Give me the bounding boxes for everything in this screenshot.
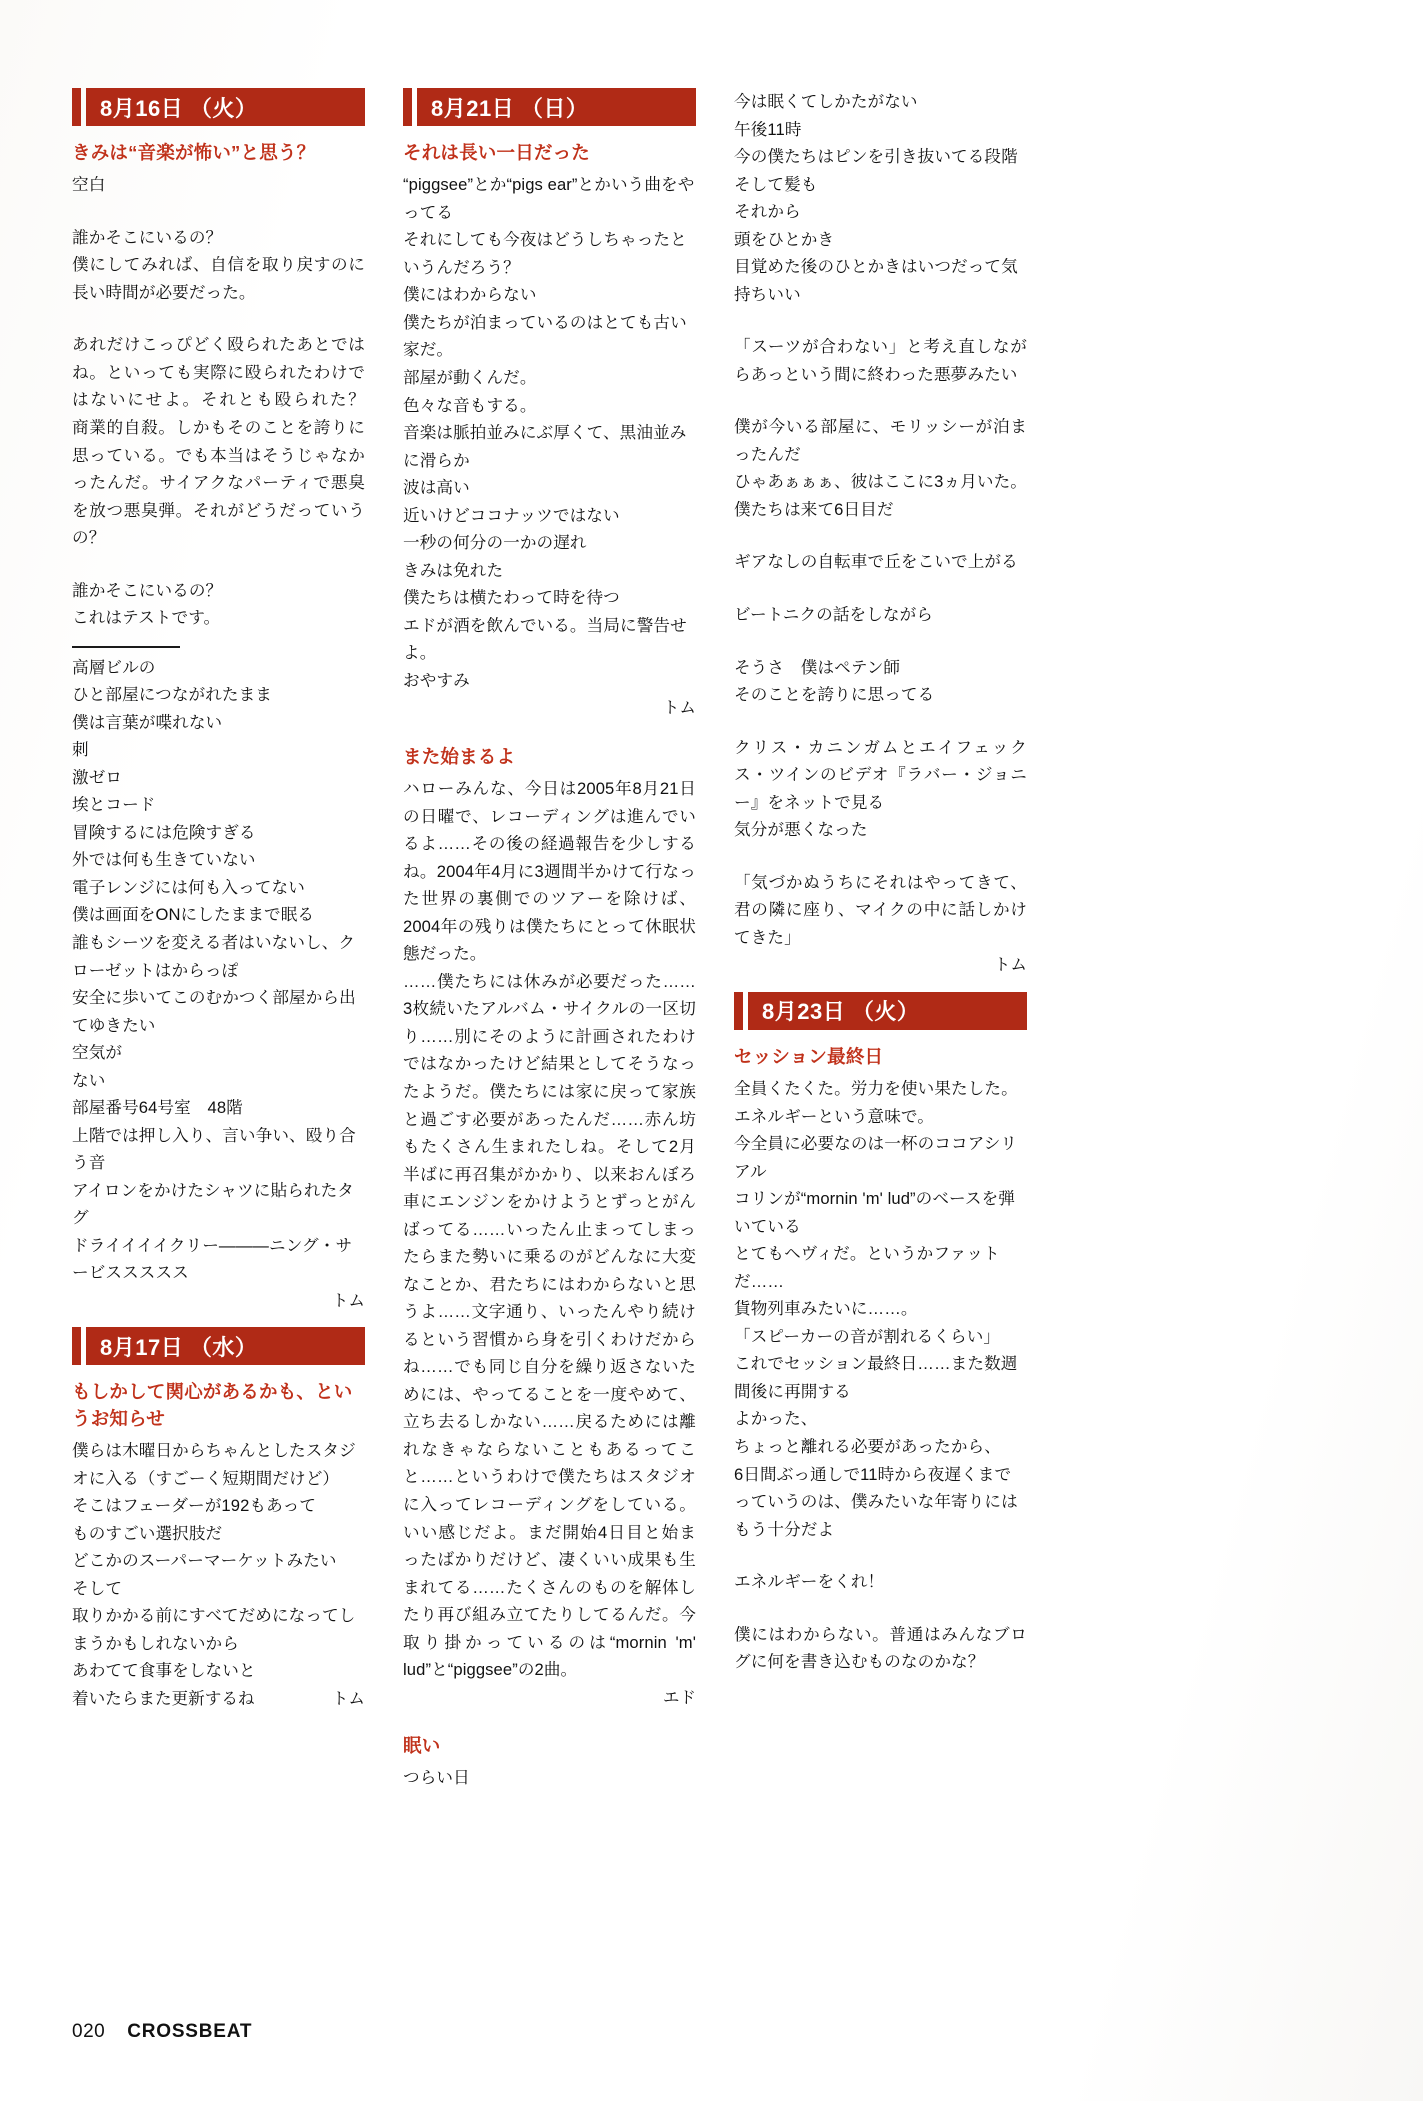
column-2: [403, 88, 696, 1792]
spacer: [734, 979, 1027, 992]
diary-entry-aug23: [734, 992, 1027, 1676]
diary-entry-aug16: [72, 88, 382, 1314]
date-label: 8月16日 （火）: [86, 88, 365, 126]
column-1: [72, 88, 382, 1712]
entry-paragraph: 僕にはわからない。普通はみんなブログに何を書き込むものなのかな？: [734, 1624, 1027, 1672]
diary-entry-nemui: [403, 1733, 696, 1792]
column-3: [734, 88, 1027, 1676]
entry-signature: トム: [662, 698, 696, 718]
entry-verse: 高層ビルの ひと部屋につながれたまま 僕は言葉が喋れない 刺 激ゼロ 埃とコード 冒険するには危険すぎる 外では何も生きていない 電子レンジには何も入ってない 僕は画面をONにしたままで眠る 誰もシーツを変える者はいないし、クローゼットはからっぽ 安全に歩いてこのむかつく部屋から出てゆきたい 空気が ない 部屋番号64号室 48階 上階では押し入り、言い争い、殴り合う音 アイロンをかけたシャツに貼られたタグ ドライイイイクリー―――ニング・サービススススス: [72, 657, 356, 1283]
entry-paragraph: ハローみんな、今日は2005年8月21日の日曜で、レコーディングは進んでいるよ……その後の経過報告を少しするね。2004年4月に3週間半かけて行なった世界の裏側でのツアーを除けば、2004年の残りは僕たちにとって休眠状態だった。: [403, 779, 696, 964]
entry-paragraph: 誰かそこにいるの？ 僕にしてみれば、自信を取り戻すのに長い時間が必要だった。: [72, 227, 365, 302]
page-content: [72, 88, 1352, 1968]
diary-entry-mata-hajimaruyo: [403, 744, 696, 1711]
entry-title: 眠い: [403, 1735, 441, 1757]
entry-title: セッション最終日: [734, 1045, 884, 1067]
spacer: [403, 1711, 696, 1733]
entry-signature: トム: [993, 955, 1027, 975]
divider-rule: [72, 646, 180, 648]
spacer: [403, 722, 696, 744]
date-label: 8月21日 （日）: [417, 88, 696, 126]
spacer: [72, 1314, 365, 1327]
entry-paragraph: ビートニクの話をしながら: [734, 604, 933, 624]
entry-paragraph: エネルギーをくれ！: [734, 1572, 885, 1592]
entry-paragraph: つらい日: [403, 1768, 470, 1788]
date-header-aug21: [403, 88, 696, 126]
entry-signature: トム: [331, 1688, 365, 1708]
entry-paragraph: そうさ 僕はペテン師 そのことを誇りに思ってる: [734, 657, 935, 705]
entry-paragraph: 今は眠くてしかたがない 午後11時 今の僕たちはピンを引き抜いてる段階 そして髪も それから 頭をひとかき 目覚めた後のひとかきはいつだって気持ちいい: [734, 92, 1018, 304]
date-label: 8月17日 （水）: [86, 1327, 365, 1365]
entry-paragraph: 全員くたくた。労力を使い果たした。エネルギーという意味で。 今全員に必要なのは一杯のココアシリアル コリンが“mornin 'm' lud”のベースを弾いている とてもヘヴィだ。というかファットだ…… 貨物列車みたいに……。 「スピーカーの音が割れるくらい」 これでセッション最終日……また数週間後に再開する よかった、 ちょっと離れる必要があったから、 6日間ぶっ通しで11時から夜遅くまでっていうのは、僕みたいな年寄りにはもう十分だよ: [734, 1079, 1018, 1539]
date-header-aug16: [72, 88, 365, 126]
entry-paragraph: 空白: [72, 175, 106, 195]
entry-title: もしかして関心があるかも、というお知らせ: [72, 1381, 353, 1429]
date-tick-mark: [734, 992, 743, 1030]
entry-title: また始まるよ: [403, 745, 516, 767]
diary-entry-aug17: [72, 1327, 365, 1712]
entry-title: それは長い一日だった: [403, 142, 591, 163]
closing-text: 着いたらまた更新するね: [72, 1688, 255, 1708]
entry-paragraph: クリス・カニンガムとエイフェックス・ツインのビデオ『ラバー・ジョニー』をネットで見る 気分が悪くなった: [734, 737, 1027, 840]
entry-paragraph: “piggsee”とか“pigs ear”とかいう曲をやってる それにしても今夜はどうしちゃったというんだろう？ 僕にはわからない 僕たちが泊まっているのはとても古い家だ。 部屋が動くんだ。 色々な音もする。 音楽は脈拍並みにぶ厚くて、黒油並みに滑らか 波は高い 近いけどココナッツではない 一秒の何分の一かの遅れ きみは免れた 僕たちは横たわって時を待つ エドが酒を飲んでいる。当局に警告せよ。 おやすみ: [403, 175, 695, 690]
entry-paragraph: 僕らは木曜日からちゃんとしたスタジオに入る（すごーく短期間だけど） そこはフェーダーが192もあって ものすごい選択肢だ どこかのスーパーマーケットみたい そして 取りかかる前にすべてだめになってしまうかもしれないから あわてて食事をしないと: [72, 1440, 356, 1681]
page-number: 020: [72, 2021, 106, 2042]
date-tick-mark: [72, 1327, 81, 1365]
entry-signature: トム: [331, 1290, 365, 1310]
date-tick-mark: [403, 88, 412, 126]
entry-paragraph: 「スーツが合わない」と考え直しながらあっという間に終わった悪夢みたい: [734, 337, 1027, 384]
page-footer: [72, 2021, 252, 2043]
diary-entry-aug21: [403, 88, 696, 722]
date-label: 8月23日 （火）: [748, 992, 1027, 1030]
date-header-aug23: [734, 992, 1027, 1030]
entry-paragraph: 「気づかぬうちにそれはやってきて、君の隣に座り、マイクの中に話しかけてきた」: [734, 872, 1027, 947]
entry-paragraph: 僕が今いる部屋に、モリッシーが泊まったんだ ひゃあぁぁぁ、彼はここに3ヵ月いた。僕たちは来て6日目だ: [734, 417, 1027, 519]
entry-signature: エド: [662, 1687, 696, 1707]
entry-paragraph: ギアなしの自転車で丘をこいで上がる: [734, 552, 1018, 572]
entry-paragraph: 誰かそこにいるの？ これはテストです。: [72, 580, 223, 628]
date-header-aug17: [72, 1327, 365, 1365]
entry-paragraph: あれだけこっぴどく殴られたあとではね。といっても実際に殴られたわけではないにせよ。それとも殴られた？ 商業的自殺。しかもそのことを誇りに思っている。でも本当はそうじゃなかったんだ。サイアクなパーティで悪臭を放つ悪臭弾。それがどうだっていうの？: [72, 335, 382, 548]
magazine-name: CROSSBEAT: [127, 2021, 253, 2042]
three-column-layout: [72, 88, 1352, 1792]
diary-entry-continuation: [734, 88, 1027, 979]
date-tick-mark: [72, 88, 81, 126]
entry-closing-line: [72, 1685, 365, 1713]
entry-title: きみは“音楽が怖い”と思う？: [72, 142, 316, 163]
entry-paragraph: ……僕たちには休みが必要だった……3枚続いたアルバム・サイクルの一区切り……別にそのように計画されたわけではなかったけど結果としてそうなったようだ。僕たちには家に戻って家族と過ごす必要があったんだ……赤ん坊もたくさん生まれたしね。そして2月半ばに再召集がかかり、以来おんぼろ車にエンジンをかけようとずっとがんばってる……いったん止まってしまったらまた勢いに乗るのがどんなに大変なことか、君たちにはわからないと思うよ……文字通り、いったんやり続けるという習慣から身を引くわけだからね……でも同じ自分を繰り返さないためには、やってることを一度やめて、立ち去るしかない……戻るためには離れなきゃならないこともあるってこと……というわけで僕たちはスタジオに入ってレコーディングをしている。いい感じだよ。まだ開始4日目と始まったばかりだけど、凄くいい成果も生まれてる……たくさんのものを解体したり再び組み立てたりしてるんだ。今取り掛かっているのは“mornin 'm' lud”と“piggsee”の2曲。: [403, 971, 696, 1680]
